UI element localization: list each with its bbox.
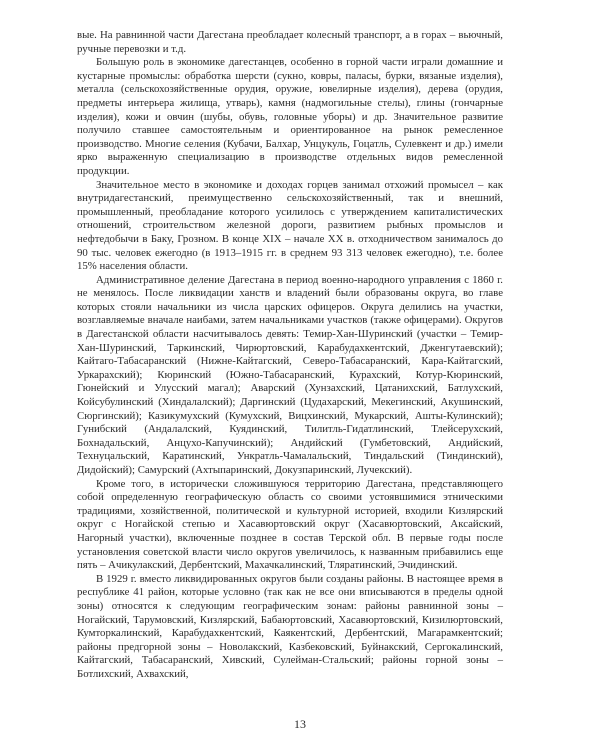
page-number: 13	[294, 717, 306, 731]
paragraph-4: Административное деление Дагестана в период военно-народного управления с 1860 г. не менялось. После ликвидации ханств и владений были образованы округа, во главе которых стояли начальники из числа царских офицеров. Округа делились на участки, возглавляемые вначале наибами, затем начальниками участков (также офицерами). Округов в Дагестанской области насчитывалось девять: Темир-Хан-Шуринский (участки – Темир-Хан-Шуринский, Таркинский, Чирюртовский, Карабудахкентский, Дженгутаевский); Кайтаго-Табасаранский (Нижне-Кайтагский, Северо-Табасаранский, Кара-Кайтагский, Уркарахский); Кюринский (Южно-Табасаранский, Курахский, Котур-Кюринский, Гюнейский и Улусский магал); Аварский (Хунзахский, Цатанихский, Батлухский, Койсубулинский (Хиндалалский); Даргинский (Цудахарский, Мекегинский, Акушинский, Сюргинский); Казикумухский (Кумухский, Вицхинский, Мукарский, Ашты-Кулинский); Гунибский (Андалалский, Куядинский, Тилитль-Гидатлинский, Тлейсерухский, Бохнадальский, Анцухо-Капучинский); Андийский (Гумбетовский, Андийский, Технуцальский, Каратинский, Ункратль-Чамалальский, Тиндальский (Тиндинский), Дидойский); Самурский (Ахтыпаринский, Докузпаринский, Лучекский).	[77, 273, 503, 476]
paragraph-5: Кроме того, в исторически сложившуюся территорию Дагестана, представляющего собой определенную географическую область со своими устоявшимися этническими традициями, хозяйственной, политической и культурной историей, входили Кизлярский округ с Ногайской степью и Хасавюртовский округ (Хасавюртовский, Аксайский, Нагорный участки), включенные позднее в состав Терской обл. В первые годы после установления советской власти число округов увеличилось, к названным прибавились еще пять – Ачикулакский, Дербентский, Махачкалинский, Тляратинский, Эчидинский.	[77, 477, 503, 572]
paragraph-3: Значительное место в экономике и доходах горцев занимал отхожий промысел – как внутридагестанский, преимущественно сельскохозяйственный, так и внешний, промышленный, преобладание которого усилилось с утверждением капиталистических отношений, строительством железной дороги, развитием рыбных промыслов и нефтедобычи в Баку, Грозном. В конце XIX – начале XX в. отходничеством занималось до 90 тыс. человек ежегодно (в 1913–1915 гг. в среднем 93 313 человек ежегодно), т.е. более 15% населения области.	[77, 178, 503, 273]
paragraph-1: вые. На равнинной части Дагестана преобладает колесный транспорт, а в горах – вьючный, ручные перевозки и т.д.	[77, 29, 503, 55]
paragraph-2: Большую роль в экономике дагестанцев, особенно в горной части играли домашние и кустарные промыслы: обработка шерсти (сукно, ковры, паласы, бурки, вязаные изделия), металла (сельскохозяйственные орудия, оружие, ювелирные изделия), дерева (орудия, предметы интерьера жилища, утварь), камня (надмогильные стелы), глины (гончарные изделия), кожи и овчин (шубы, обувь, головные уборы) и др. Значительное развитие получило ставшее самостоятельным и ориентированное на рынок ремесленное производство. Многие селения (Кубачи, Балхар, Унцукуль, Гоцатль, Сулевкент и др.) имели ярко выраженную специализацию в производстве отдельных видов ремесленной продукции.	[77, 56, 503, 177]
body-text	[77, 29, 503, 682]
paragraph-6: В 1929 г. вместо ликвидированных округов были созданы районы. В настоящее время в республике 41 район, которые условно (так как не все они вписываются в пределы одной зоны) относятся к следующим географическим зонам: районы равнинной зоны – Ногайский, Тарумовский, Кизлярский, Бабаюртовский, Хасавюртовский, Кизилюртовский, Кумторкалинский, Карабудахкентский, Каякентский, Дербентский, Магарамкентский; районы предгорной зоны – Новолакский, Казбековский, Буйнакский, Сергокалинский, Кайтагский, Табасаранский, Хивский, Сулейман-Стальский; районы горной зоны – Ботлихский, Ахвахский,	[77, 572, 503, 680]
